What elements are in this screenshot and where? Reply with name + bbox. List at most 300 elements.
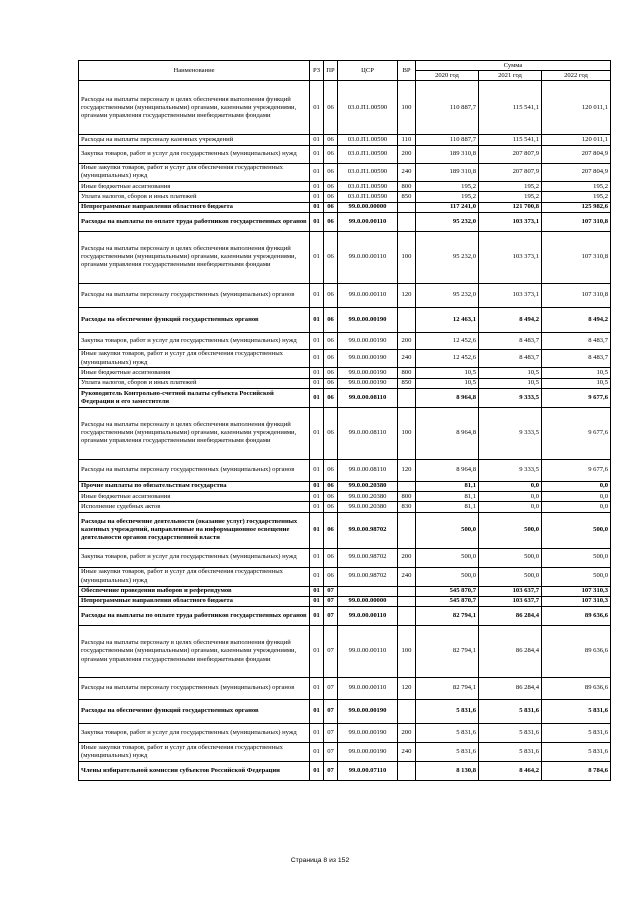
row-value-2022: 107 310,3 [542,586,611,596]
row-csr: 99.0.00.00190 [338,349,398,367]
row-value-2021: 5 831,6 [479,742,542,761]
row-rz: 01 [310,135,324,145]
row-value-2020: 500,0 [416,548,479,567]
row-pr: 06 [324,459,338,481]
row-rz: 01 [310,231,324,283]
row-value-2022: 125 982,6 [542,202,611,212]
row-csr: 99.0.00.00110 [338,212,398,231]
row-pr: 06 [324,307,338,332]
row-value-2020: 8 130,8 [416,761,479,780]
row-name: Иные закупки товаров, работ и услуг для обеспечения государственных (муниципальных) нужд [79,567,310,586]
row-value-2020: 10,5 [416,368,479,378]
row-pr: 07 [324,742,338,761]
row-value-2021: 0,0 [479,481,542,491]
row-vr [398,699,416,723]
row-name: Иные бюджетные ассигнования [79,368,310,378]
table-row [79,567,611,586]
row-rz: 01 [310,459,324,481]
row-rz: 01 [310,212,324,231]
row-value-2020: 189 310,8 [416,145,479,163]
row-value-2021: 86 284,4 [479,677,542,699]
row-csr: 99.0.00.20380 [338,481,398,491]
row-vr [398,596,416,606]
row-csr: 99.0.00.00190 [338,378,398,388]
row-rz: 01 [310,388,324,407]
row-value-2021: 9 333,5 [479,407,542,459]
row-value-2022: 5 831,6 [542,699,611,723]
table-row [79,459,611,481]
row-csr: 99.0.00.00190 [338,723,398,742]
row-value-2022: 195,2 [542,192,611,202]
row-value-2020: 189 310,8 [416,163,479,181]
table-row [79,231,611,283]
row-rz: 01 [310,349,324,367]
row-rz: 01 [310,202,324,212]
row-value-2022: 107 310,8 [542,212,611,231]
row-vr: 240 [398,742,416,761]
row-value-2020: 12 452,6 [416,349,479,367]
row-value-2022: 8 483,7 [542,332,611,349]
row-name: Закупка товаров, работ и услуг для государственных (муниципальных) нужд [79,723,310,742]
table-row [79,81,611,135]
row-pr: 07 [324,699,338,723]
row-vr: 850 [398,192,416,202]
table-body [79,81,611,781]
row-value-2022: 107 310,8 [542,231,611,283]
row-value-2020: 10,5 [416,378,479,388]
table-row [79,742,611,761]
row-rz: 01 [310,307,324,332]
row-vr [398,202,416,212]
table-row [79,378,611,388]
row-vr: 200 [398,723,416,742]
row-value-2020: 95 232,0 [416,231,479,283]
row-value-2021: 195,2 [479,192,542,202]
row-value-2020: 110 887,7 [416,81,479,135]
row-csr: 99.0.00.00190 [338,699,398,723]
row-csr: 99.0.00.00110 [338,283,398,307]
row-value-2021: 103 373,1 [479,212,542,231]
table-row [79,502,611,512]
row-rz: 01 [310,378,324,388]
row-name: Расходы на обеспечение функций государственных органов [79,307,310,332]
row-value-2021: 8 483,7 [479,332,542,349]
row-name: Уплата налогов, сборов и иных платежей [79,192,310,202]
row-value-2021: 103 637,7 [479,596,542,606]
row-value-2022: 89 636,6 [542,606,611,625]
row-vr: 100 [398,231,416,283]
table-row [79,388,611,407]
row-csr: 03.0.П1.00590 [338,145,398,163]
row-value-2021: 0,0 [479,492,542,502]
row-name: Обеспечение проведения выборов и референдумов [79,586,310,596]
row-csr: 03.0.П1.00590 [338,81,398,135]
row-vr [398,761,416,780]
row-value-2020: 82 794,1 [416,625,479,677]
row-value-2020: 545 870,7 [416,586,479,596]
row-name: Закупка товаров, работ и услуг для государственных (муниципальных) нужд [79,548,310,567]
header-year-2020: 2020 год [416,71,479,81]
row-name: Иные закупки товаров, работ и услуг для обеспечения государственных (муниципальных) нужд [79,742,310,761]
row-value-2022: 500,0 [542,512,611,548]
row-name: Руководитель Контрольно-счетной палаты субъекта Российской Федерации и его заместители [79,388,310,407]
row-rz: 01 [310,502,324,512]
row-pr: 06 [324,388,338,407]
row-pr: 06 [324,163,338,181]
row-value-2020: 81,1 [416,481,479,491]
row-rz: 01 [310,407,324,459]
row-value-2022: 207 804,9 [542,163,611,181]
row-vr: 800 [398,492,416,502]
table-row [79,135,611,145]
row-pr: 06 [324,81,338,135]
row-value-2020: 500,0 [416,512,479,548]
row-value-2020: 8 964,8 [416,459,479,481]
row-name: Иные закупки товаров, работ и услуг для обеспечения государственных (муниципальных) нужд [79,163,310,181]
row-pr: 07 [324,677,338,699]
row-csr: 99.0.00.00000 [338,596,398,606]
row-name: Расходы на выплаты персоналу государственных (муниципальных) органов [79,459,310,481]
row-pr: 06 [324,135,338,145]
row-value-2020: 117 241,0 [416,202,479,212]
row-value-2021: 10,5 [479,378,542,388]
table-row [79,182,611,192]
row-csr: 99.0.00.20380 [338,492,398,502]
table-header [79,61,611,81]
table-row [79,761,611,780]
table-row [79,699,611,723]
row-csr: 99.0.00.98702 [338,512,398,548]
row-value-2021: 195,2 [479,182,542,192]
row-value-2022: 0,0 [542,502,611,512]
row-pr: 07 [324,761,338,780]
row-value-2021: 500,0 [479,567,542,586]
row-rz: 01 [310,283,324,307]
row-rz: 01 [310,332,324,349]
header-sum: Сумма [416,61,611,71]
row-csr [338,586,398,596]
row-pr: 06 [324,192,338,202]
row-value-2020: 195,2 [416,192,479,202]
row-vr [398,512,416,548]
row-pr: 06 [324,332,338,349]
row-value-2022: 500,0 [542,548,611,567]
row-csr: 99.0.00.98702 [338,567,398,586]
row-name: Расходы на выплаты персоналу государственных (муниципальных) органов [79,677,310,699]
row-value-2022: 120 011,1 [542,135,611,145]
row-vr: 240 [398,163,416,181]
table-row [79,202,611,212]
table-row [79,586,611,596]
row-pr: 06 [324,378,338,388]
row-name: Уплата налогов, сборов и иных платежей [79,378,310,388]
row-csr: 99.0.00.07110 [338,761,398,780]
table-row [79,625,611,677]
row-rz: 01 [310,699,324,723]
row-csr: 03.0.П1.00590 [338,163,398,181]
row-value-2021: 207 807,9 [479,163,542,181]
header-pr: ПР [324,61,338,81]
row-vr: 100 [398,407,416,459]
table-row [79,723,611,742]
row-vr: 200 [398,332,416,349]
row-vr [398,586,416,596]
row-csr: 99.0.00.00190 [338,307,398,332]
row-vr [398,481,416,491]
row-csr: 03.0.П1.00590 [338,182,398,192]
header-vr: ВР [398,61,416,81]
row-value-2021: 86 284,4 [479,625,542,677]
table-row [79,192,611,202]
header-csr: ЦСР [338,61,398,81]
row-name: Расходы на обеспечение функций государственных органов [79,699,310,723]
header-year-2022: 2022 год [542,71,611,81]
row-value-2021: 500,0 [479,512,542,548]
row-name: Иные бюджетные ассигнования [79,492,310,502]
row-vr: 240 [398,567,416,586]
row-rz: 01 [310,481,324,491]
row-vr: 120 [398,283,416,307]
table-row [79,349,611,367]
header-year-2021: 2021 год [479,71,542,81]
row-pr: 06 [324,182,338,192]
row-value-2021: 8 494,2 [479,307,542,332]
row-value-2020: 5 831,6 [416,699,479,723]
row-vr: 120 [398,677,416,699]
row-csr: 99.0.00.00190 [338,368,398,378]
row-vr: 200 [398,145,416,163]
row-pr: 06 [324,145,338,163]
row-name: Расходы на обеспечение деятельности (оказание услуг) государственных казенных учреждений, направленные на информационное освещение деятельности органов государственной власти [79,512,310,548]
row-csr: 99.0.00.00110 [338,606,398,625]
row-vr: 240 [398,349,416,367]
row-value-2021: 9 333,5 [479,459,542,481]
row-value-2021: 10,5 [479,368,542,378]
row-vr: 100 [398,81,416,135]
row-value-2020: 110 887,7 [416,135,479,145]
row-value-2021: 207 807,9 [479,145,542,163]
row-pr: 07 [324,606,338,625]
row-pr: 06 [324,349,338,367]
budget-table [78,60,611,781]
row-pr: 06 [324,512,338,548]
row-rz: 01 [310,723,324,742]
row-value-2022: 207 804,9 [542,145,611,163]
row-value-2021: 103 637,7 [479,586,542,596]
table-row [79,145,611,163]
row-name: Расходы на выплаты персоналу в целях обеспечения выполнения функций государственными (муниципальными) органами, казенными учреждениями, органами управления государственными внебюджетными фондами [79,81,310,135]
row-value-2022: 107 310,8 [542,283,611,307]
row-name: Расходы на выплаты персоналу государственных (муниципальных) органов [79,283,310,307]
row-csr: 99.0.00.98702 [338,548,398,567]
row-csr: 99.0.00.00110 [338,677,398,699]
row-pr: 06 [324,492,338,502]
table-row [79,212,611,231]
row-csr: 03.0.П1.00590 [338,135,398,145]
row-value-2022: 500,0 [542,567,611,586]
table-row [79,512,611,548]
row-value-2022: 89 636,6 [542,677,611,699]
row-value-2022: 9 677,6 [542,459,611,481]
row-name: Члены избирательной комиссии субъектов Российской Федерации [79,761,310,780]
row-vr: 110 [398,135,416,145]
row-pr: 07 [324,625,338,677]
row-value-2020: 12 463,1 [416,307,479,332]
row-value-2022: 107 310,3 [542,596,611,606]
row-value-2022: 89 636,6 [542,625,611,677]
header-name: Наименование [79,61,310,81]
row-value-2021: 0,0 [479,502,542,512]
row-value-2022: 120 011,1 [542,81,611,135]
row-value-2022: 0,0 [542,492,611,502]
row-pr: 06 [324,407,338,459]
row-value-2022: 5 831,6 [542,742,611,761]
row-name: Расходы на выплаты персоналу казенных учреждений [79,135,310,145]
row-value-2021: 9 333,5 [479,388,542,407]
row-vr: 830 [398,502,416,512]
row-value-2022: 9 677,6 [542,388,611,407]
row-rz: 01 [310,81,324,135]
row-value-2020: 81,1 [416,492,479,502]
row-csr: 99.0.00.08110 [338,407,398,459]
table-row [79,407,611,459]
row-value-2021: 115 541,1 [479,81,542,135]
header-rz: РЗ [310,61,324,81]
table-row [79,548,611,567]
row-csr: 99.0.00.08110 [338,459,398,481]
row-pr: 06 [324,212,338,231]
table-row [79,492,611,502]
row-name: Расходы на выплаты персоналу в целях обеспечения выполнения функций государственными (муниципальными) органами, казенными учреждениями, органами управления государственными внебюджетными фондами [79,625,310,677]
row-value-2021: 115 541,1 [479,135,542,145]
row-value-2021: 8 464,2 [479,761,542,780]
row-value-2021: 8 483,7 [479,349,542,367]
row-value-2022: 195,2 [542,182,611,192]
row-value-2020: 8 964,8 [416,407,479,459]
row-value-2020: 12 452,6 [416,332,479,349]
row-value-2020: 500,0 [416,567,479,586]
row-csr: 99.0.00.00190 [338,742,398,761]
row-rz: 01 [310,625,324,677]
table-row [79,481,611,491]
row-rz: 01 [310,182,324,192]
row-value-2022: 9 677,6 [542,407,611,459]
table-row [79,332,611,349]
row-name: Расходы на выплаты по оплате труда работников государственных органов [79,606,310,625]
row-pr: 07 [324,723,338,742]
row-vr: 120 [398,459,416,481]
row-value-2021: 103 373,1 [479,283,542,307]
row-vr: 850 [398,378,416,388]
row-csr: 99.0.00.00110 [338,625,398,677]
row-value-2022: 5 831,6 [542,723,611,742]
row-name: Закупка товаров, работ и услуг для государственных (муниципальных) нужд [79,332,310,349]
row-name: Иные бюджетные ассигнования [79,182,310,192]
row-pr: 06 [324,502,338,512]
table-row [79,163,611,181]
row-vr [398,606,416,625]
table-row [79,307,611,332]
row-value-2020: 5 831,6 [416,742,479,761]
row-value-2021: 86 284,4 [479,606,542,625]
row-rz: 01 [310,586,324,596]
row-name: Непрограммные направления областного бюджета [79,202,310,212]
row-value-2022: 10,5 [542,368,611,378]
row-value-2020: 545 870,7 [416,596,479,606]
row-name: Непрограммные направления областного бюджета [79,596,310,606]
row-value-2022: 8 784,6 [542,761,611,780]
row-value-2022: 8 494,2 [542,307,611,332]
row-rz: 01 [310,567,324,586]
row-name: Расходы на выплаты по оплате труда работников государственных органов [79,212,310,231]
row-pr: 06 [324,231,338,283]
row-rz: 01 [310,761,324,780]
row-value-2022: 0,0 [542,481,611,491]
row-name: Расходы на выплаты персоналу в целях обеспечения выполнения функций государственными (муниципальными) органами, казенными учреждениями, органами управления государственными внебюджетными фондами [79,407,310,459]
row-name: Исполнение судебных актов [79,502,310,512]
row-csr: 99.0.00.20380 [338,502,398,512]
row-vr: 800 [398,182,416,192]
row-pr: 06 [324,202,338,212]
table-row [79,283,611,307]
table-row [79,677,611,699]
row-pr: 06 [324,567,338,586]
row-pr: 07 [324,586,338,596]
row-rz: 01 [310,192,324,202]
row-vr: 100 [398,625,416,677]
row-value-2022: 10,5 [542,378,611,388]
page-number: Страница 8 из 152 [290,857,350,864]
row-pr: 06 [324,481,338,491]
row-csr: 03.0.П1.00590 [338,192,398,202]
row-value-2021: 121 700,8 [479,202,542,212]
row-rz: 01 [310,596,324,606]
row-value-2022: 8 483,7 [542,349,611,367]
row-pr: 06 [324,283,338,307]
row-value-2020: 81,1 [416,502,479,512]
row-rz: 01 [310,742,324,761]
row-vr [398,388,416,407]
row-pr: 06 [324,548,338,567]
row-csr: 99.0.00.00190 [338,332,398,349]
row-value-2020: 195,2 [416,182,479,192]
table-row [79,368,611,378]
row-value-2020: 82 794,1 [416,677,479,699]
row-vr [398,307,416,332]
row-value-2020: 95 232,0 [416,283,479,307]
row-name: Расходы на выплаты персоналу в целях обеспечения выполнения функций государственными (муниципальными) органами, казенными учреждениями, органами управления государственными внебюджетными фондами [79,231,310,283]
row-csr: 99.0.00.00110 [338,231,398,283]
row-rz: 01 [310,512,324,548]
row-value-2021: 5 831,6 [479,723,542,742]
row-vr [398,212,416,231]
row-rz: 01 [310,163,324,181]
row-value-2020: 5 831,6 [416,723,479,742]
row-rz: 01 [310,677,324,699]
row-vr: 800 [398,368,416,378]
row-value-2020: 82 794,1 [416,606,479,625]
row-name: Прочие выплаты по обязательствам государства [79,481,310,491]
row-value-2021: 500,0 [479,548,542,567]
row-vr: 200 [398,548,416,567]
row-pr: 07 [324,596,338,606]
row-rz: 01 [310,368,324,378]
row-name: Иные закупки товаров, работ и услуг для обеспечения государственных (муниципальных) нужд [79,349,310,367]
budget-table-page [78,60,610,781]
table-row [79,606,611,625]
row-rz: 01 [310,492,324,502]
row-csr: 99.0.00.08110 [338,388,398,407]
